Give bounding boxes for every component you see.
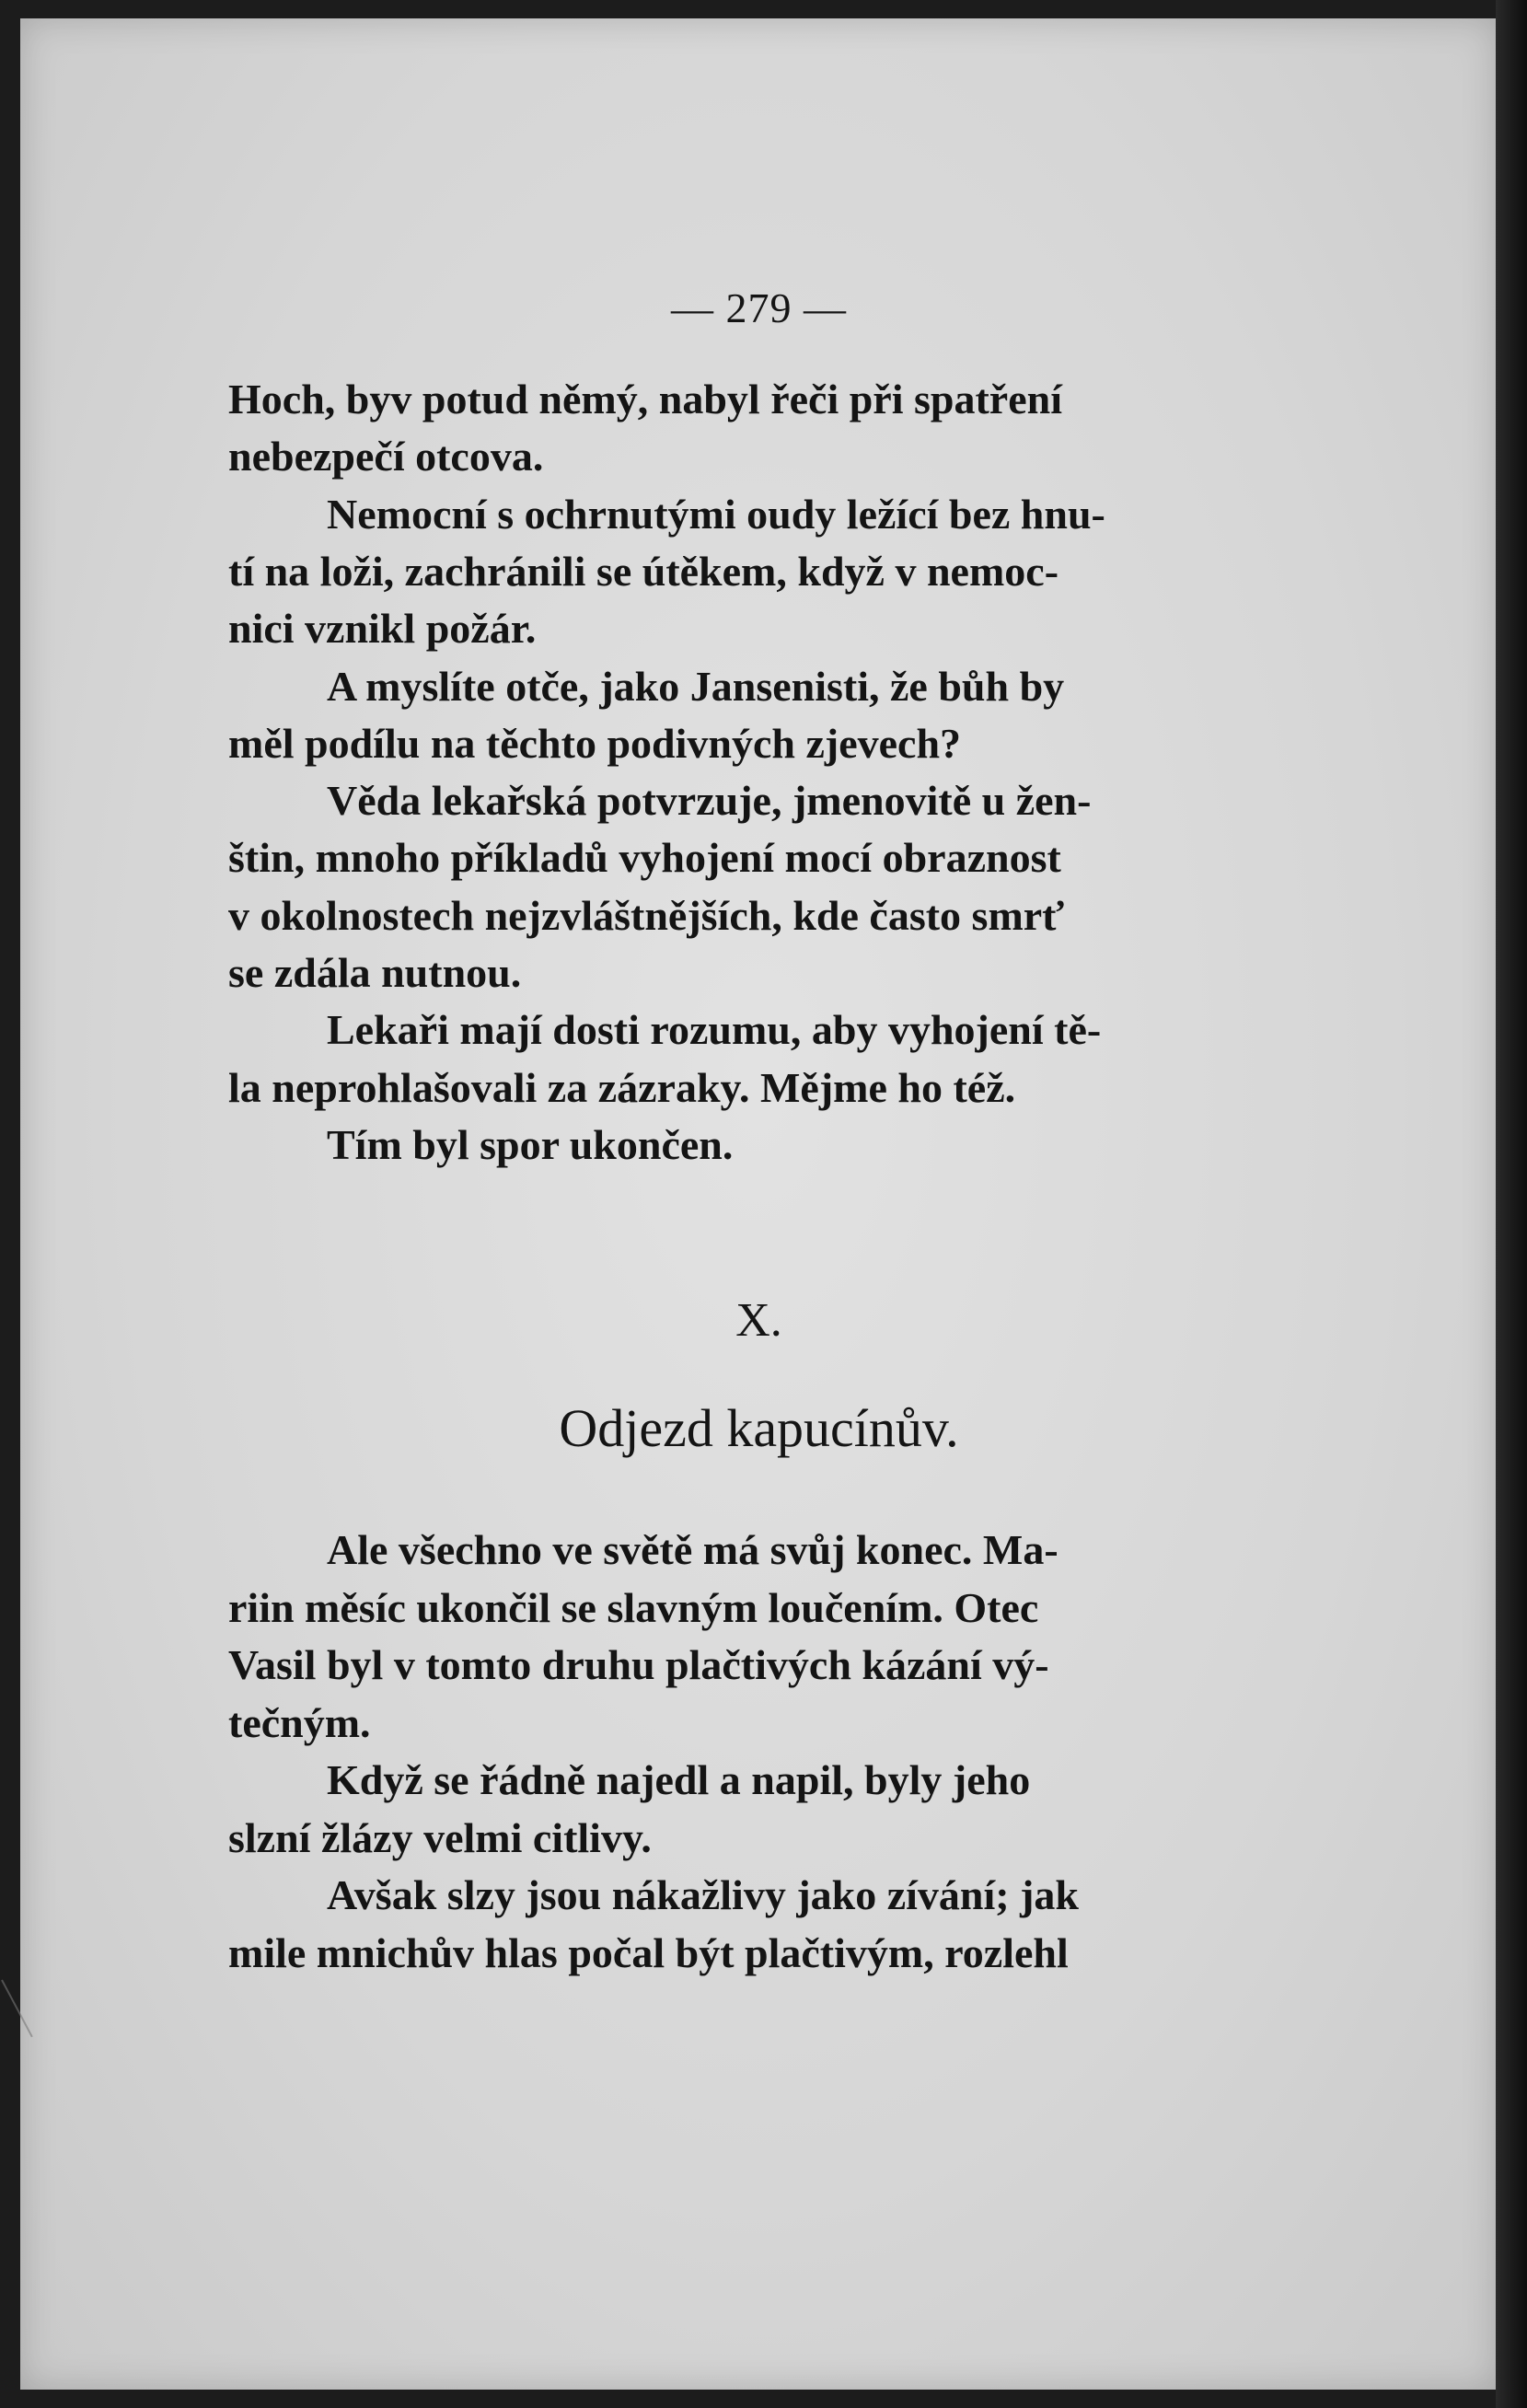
text-line: Vasil byl v tomto druhu plačtivých kázání vý-: [228, 1641, 1049, 1688]
text-line: la neprohlašovali za zázraky. Mějme ho též.: [228, 1063, 1016, 1111]
text-line: Když se řádně najedl a napil, byly jeho: [327, 1756, 1031, 1803]
text-line: Lekaři mají dosti rozumu, aby vyhojení tě-: [327, 1006, 1102, 1054]
text-line: nici vznikl požár.: [228, 605, 537, 653]
text-line: Avšak slzy jsou nákažlivy jako zívání; jak: [327, 1871, 1080, 1918]
text-line: Hoch, byv potud němý, nabyl řeči při spatření: [228, 376, 1063, 423]
chapter-number: X.: [735, 1294, 782, 1347]
chapter-title: Odjezd kapucínův.: [559, 1398, 959, 1458]
text-line: štin, mnoho příkladů vyhojení mocí obraznost: [228, 834, 1061, 882]
text-line: tí na loži, zachránili se útěkem, když v nemoc-: [228, 547, 1059, 595]
text-line: se zdála nutnou.: [228, 949, 522, 996]
text-line: nebezpečí otcova.: [228, 433, 544, 480]
text-line: riin měsíc ukončil se slavným loučením. Otec: [228, 1583, 1039, 1631]
page-number: — 279 —: [671, 284, 847, 331]
text-line: v okolnostech nejzvláštnějších, kde často smrť: [228, 891, 1065, 939]
text-line: Ale všechno ve světě má svůj konec. Ma-: [327, 1526, 1058, 1573]
text-line: tečným.: [228, 1698, 371, 1746]
text-line: Tím byl spor ukončen.: [327, 1120, 734, 1168]
scan-edge: [1496, 0, 1527, 2408]
text-line: Věda lekařská potvrzuje, jmenovitě u žen-: [327, 777, 1092, 825]
book-page: [20, 18, 1498, 2390]
text-line: Nemocní s ochrnutými oudy ležící bez hnu-: [327, 490, 1105, 538]
text-line: měl podílu na těchto podivných zjevech?: [228, 719, 962, 767]
text-line: mile mnichův hlas počal být plačtivým, rozlehl: [228, 1928, 1069, 1976]
text-line: slzní žlázy velmi citlivy.: [228, 1813, 652, 1861]
text-line: A myslíte otče, jako Jansenisti, že bůh by: [327, 662, 1065, 710]
